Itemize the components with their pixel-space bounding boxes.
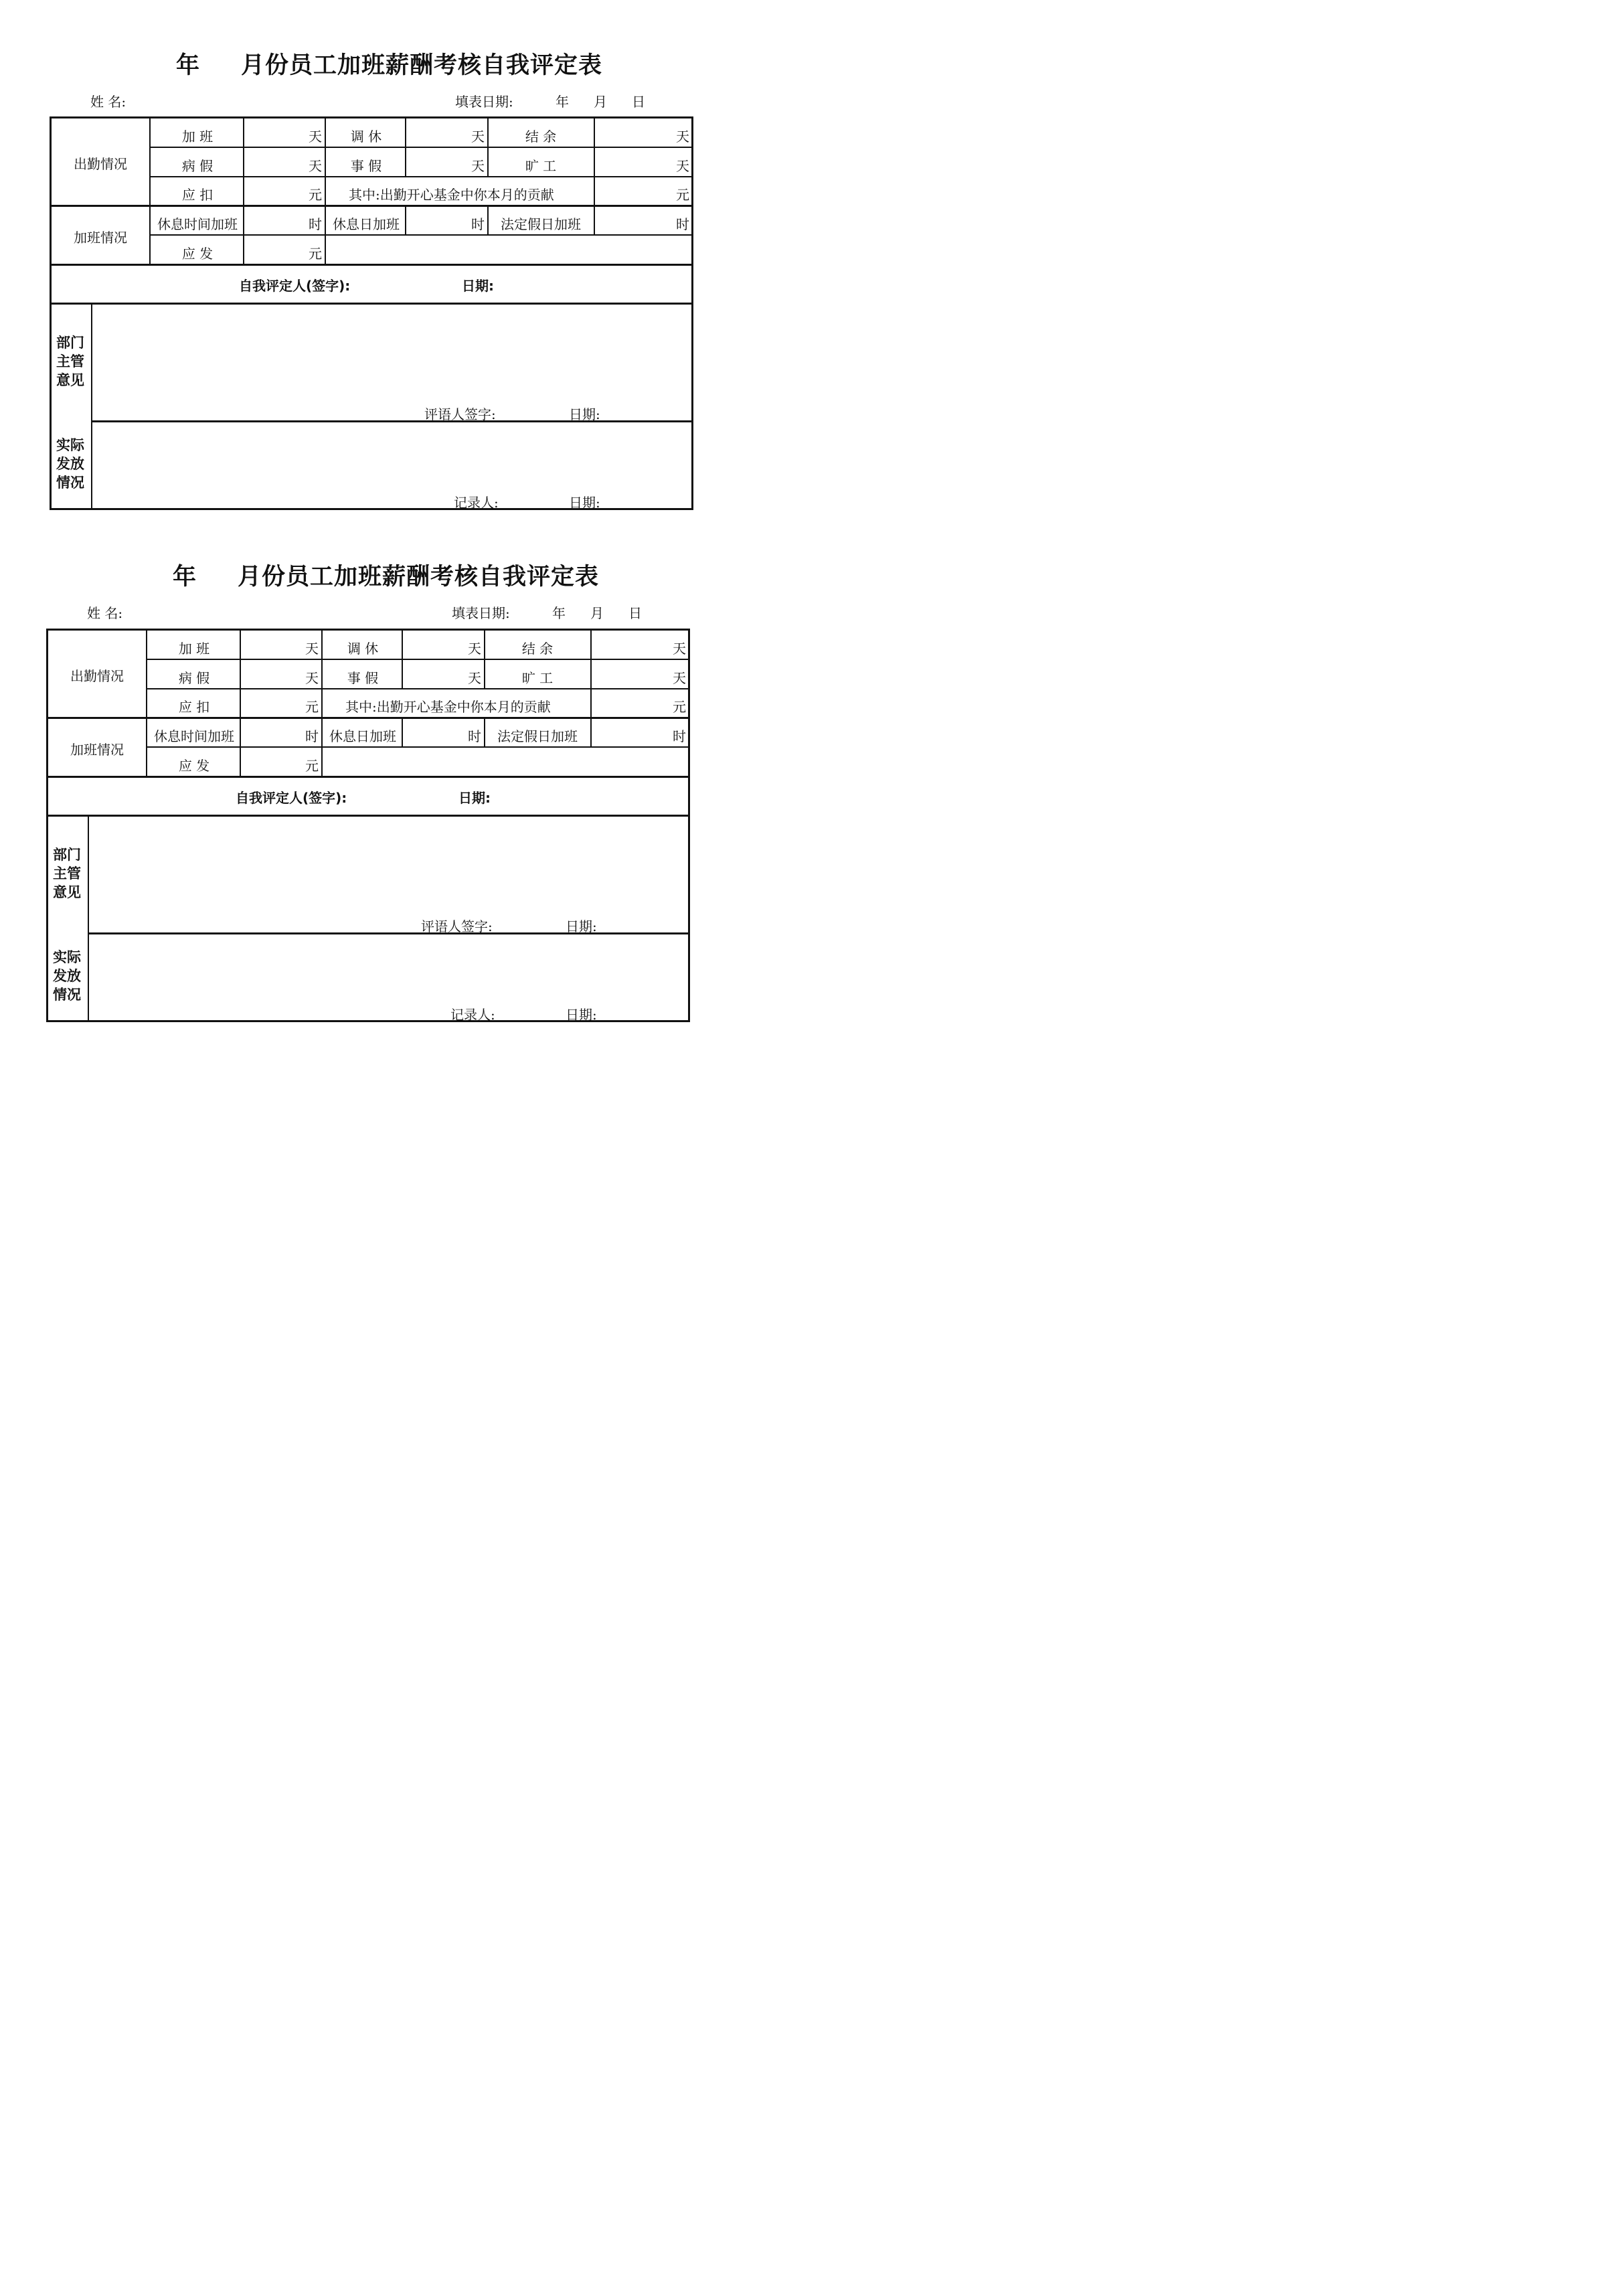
unit-yuan: 元 <box>305 699 319 715</box>
unit-hour: 时 <box>305 728 319 744</box>
unit-yuan: 元 <box>305 758 319 774</box>
date-day: 日 <box>628 605 642 621</box>
deduction-label: 应 扣 <box>181 187 214 203</box>
attendance-label: 出勤情况 <box>74 156 127 172</box>
unit-hour: 时 <box>676 216 689 232</box>
dept-opinion-label: 部门 主管 意见 <box>56 335 84 388</box>
payable-label: 应 发 <box>181 246 214 262</box>
fill-date-label: 填表日期: <box>455 94 513 110</box>
payout-label: 实际 发放 情况 <box>53 949 81 1003</box>
personal-leave-label: 事 假 <box>350 158 382 174</box>
overtime-days-label: 加 班 <box>178 641 210 657</box>
name-label: 姓 名: <box>87 605 123 621</box>
rest-time-ot-label: 休息时间加班 <box>154 728 234 744</box>
self-sign-label: 自我评定人(签字): <box>236 790 347 806</box>
unit-day: 天 <box>309 158 322 174</box>
recorder-date-label: 日期: <box>566 1007 597 1023</box>
absence-label: 旷 工 <box>525 158 557 174</box>
recorder-date-label: 日期: <box>569 495 600 511</box>
name-label: 姓 名: <box>90 94 126 110</box>
reviewer-sign-label: 评语人签字: <box>421 918 493 934</box>
unit-day: 天 <box>468 641 481 657</box>
reviewer-date-label: 日期: <box>569 406 600 422</box>
overtime-days-label: 加 班 <box>181 129 214 145</box>
self-sign-label: 自我评定人(签字): <box>239 278 351 294</box>
overtime-label: 加班情况 <box>74 230 127 246</box>
absence-label: 旷 工 <box>521 670 554 686</box>
form-table <box>0 558 733 1053</box>
payout-label: 实际 发放 情况 <box>56 437 84 491</box>
title-year: 年 <box>173 564 197 590</box>
unit-day: 天 <box>309 129 322 145</box>
unit-yuan: 元 <box>673 699 686 715</box>
document-page <box>0 0 736 1050</box>
unit-hour: 时 <box>468 728 481 744</box>
unit-day: 天 <box>471 129 485 145</box>
rest-time-ot-label: 休息时间加班 <box>157 216 238 232</box>
holiday-ot-label: 法定假日加班 <box>497 728 578 744</box>
reviewer-date-label: 日期: <box>566 918 597 934</box>
unit-yuan: 元 <box>309 187 322 203</box>
unit-hour: 时 <box>471 216 485 232</box>
date-month: 月 <box>590 605 604 621</box>
dept-opinion-label: 部门 主管 意见 <box>53 847 81 900</box>
form-title <box>0 46 736 79</box>
comp-leave-label: 调 休 <box>347 641 379 657</box>
sick-leave-label: 病 假 <box>181 158 214 174</box>
unit-hour: 时 <box>309 216 322 232</box>
self-date-label: 日期: <box>458 790 491 806</box>
date-month: 月 <box>594 94 607 110</box>
reviewer-sign-label: 评语人签字: <box>424 406 496 422</box>
date-day: 日 <box>632 94 645 110</box>
recorder-label: 记录人: <box>454 495 499 511</box>
sick-leave-label: 病 假 <box>178 670 210 686</box>
recorder-label: 记录人: <box>450 1007 495 1023</box>
unit-hour: 时 <box>673 728 686 744</box>
balance-label: 结 余 <box>521 641 554 657</box>
personal-leave-label: 事 假 <box>347 670 379 686</box>
fund-note: 其中:出勤开心基金中你本月的贡献 <box>345 699 551 715</box>
payable-label: 应 发 <box>178 758 210 774</box>
unit-yuan: 元 <box>676 187 689 203</box>
comp-leave-label: 调 休 <box>350 129 382 145</box>
balance-label: 结 余 <box>525 129 557 145</box>
date-year: 年 <box>552 605 566 621</box>
unit-day: 天 <box>673 670 686 686</box>
holiday-ot-label: 法定假日加班 <box>501 216 581 232</box>
rest-day-ot-label: 休息日加班 <box>329 728 396 744</box>
fill-date-label: 填表日期: <box>452 605 510 621</box>
form-1 <box>0 46 736 541</box>
date-year: 年 <box>556 94 569 110</box>
unit-day: 天 <box>471 158 485 174</box>
unit-day: 天 <box>676 158 689 174</box>
deduction-label: 应 扣 <box>178 699 210 715</box>
form-2 <box>0 557 736 1052</box>
title-text: 月份员工加班薪酬考核自我评定表 <box>238 564 600 590</box>
unit-day: 天 <box>305 670 319 686</box>
unit-day: 天 <box>676 129 689 145</box>
overtime-label: 加班情况 <box>70 742 124 758</box>
unit-day: 天 <box>673 641 686 657</box>
fund-note: 其中:出勤开心基金中你本月的贡献 <box>349 187 554 203</box>
title-year: 年 <box>176 52 200 79</box>
rest-day-ot-label: 休息日加班 <box>333 216 400 232</box>
unit-day: 天 <box>468 670 481 686</box>
unit-yuan: 元 <box>309 246 322 262</box>
self-date-label: 日期: <box>462 278 494 294</box>
unit-day: 天 <box>305 641 319 657</box>
attendance-label: 出勤情况 <box>70 668 124 684</box>
title-text: 月份员工加班薪酬考核自我评定表 <box>241 52 603 79</box>
